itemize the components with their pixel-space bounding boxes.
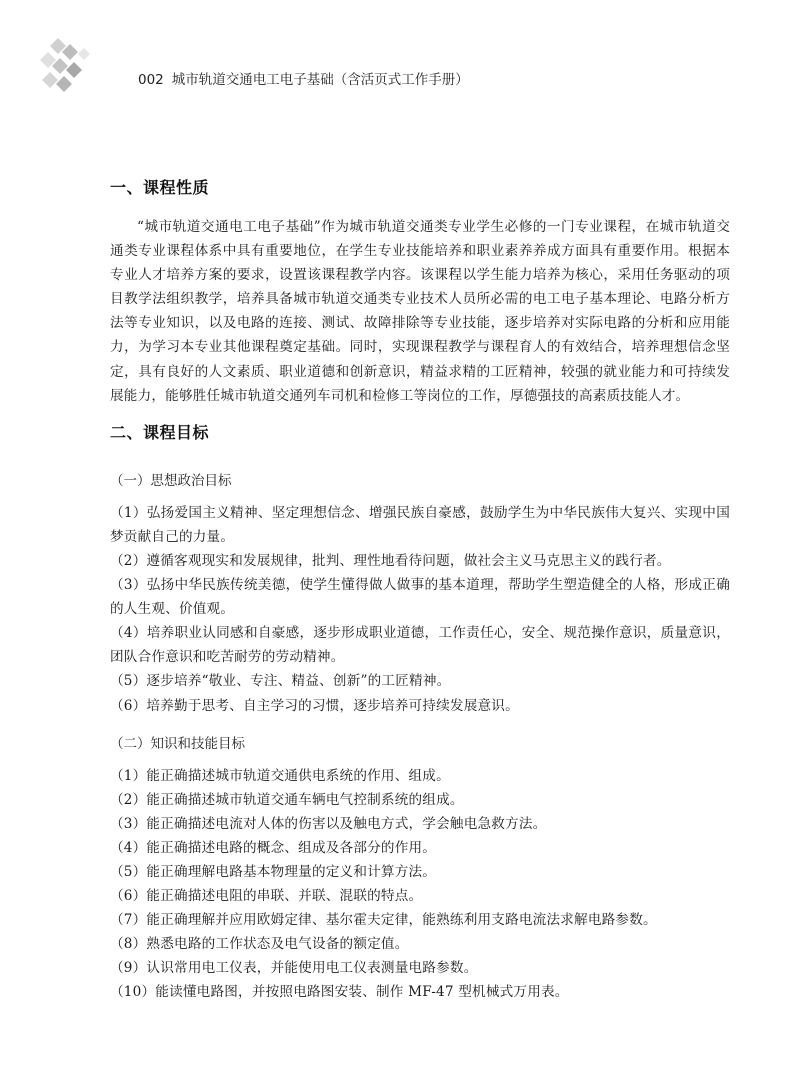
subsection-title-ideology: （一）思想政治目标 <box>110 472 232 489</box>
list-item: （6）能正确描述电阻的串联、并联、混联的特点。 <box>110 888 423 905</box>
list-item: （4）能正确描述电路的概念、组成及各部分的作用。 <box>110 839 437 856</box>
list-item: （3）弘扬中华民族传统美德，使学生懂得做人做事的基本道理，帮助学生塑造健全的人格，形成正确的人生观、价值观。 <box>110 577 730 618</box>
list-item: （8）熟悉电路的工作状态及电气设备的额定值。 <box>110 936 409 953</box>
diamond-logo-icon <box>40 34 110 94</box>
list-item: （2）能正确描述城市轨道交通车辆电气控制系统的组成。 <box>110 791 464 808</box>
list-item: （10）能读懂电路图，并按照电路图安装、制作 MF-47 型机械式万用表。 <box>110 984 569 1001</box>
list-item: （6）培养勤于思考、自主学习的习惯，逐步培养可持续发展意识。 <box>110 697 519 714</box>
page-header <box>0 30 790 90</box>
list-item: （5）逐步培养“敬业、专注、精益、创新”的工匠精神。 <box>110 673 451 690</box>
list-item: （5）能正确理解电路基本物理量的定义和计算方法。 <box>110 863 437 880</box>
header-text <box>138 68 469 88</box>
list-item: （7）能正确理解并应用欧姆定律、基尔霍夫定律，能熟练利用支路电流法求解电路参数。 <box>110 912 657 929</box>
list-item: （4）培养职业认同感和自豪感，逐步形成职业道德，工作责任心，安全、规范操作意识，质量意识，团队合作意识和吃苦耐劳的劳动精神。 <box>110 625 730 666</box>
knowledge-goals-list <box>110 764 730 1005</box>
list-item: （1）弘扬爱国主义精神、坚定理想信念、增强民族自豪感，鼓励学生为中华民族伟大复兴、实现中国梦贡献自己的力量。 <box>110 504 730 545</box>
page-content <box>110 170 730 1005</box>
book-title: 城市轨道交通电工电子基础（含活页式工作手册） <box>171 72 469 88</box>
list-item: （1）能正确描述城市轨道交通供电系统的作用、组成。 <box>110 767 450 784</box>
section-title-course-goals: 二、课程目标 <box>110 422 210 442</box>
list-item: （2）遵循客观现实和发展规律，批判、理性地看待问题，做社会主义马克思主义的践行者。 <box>110 552 671 569</box>
section-title-course-nature: 一、课程性质 <box>110 178 210 197</box>
subsection-title-knowledge: （二）知识和技能目标 <box>110 735 245 752</box>
page-number: 002 <box>138 72 164 88</box>
course-nature-paragraph: “城市轨道交通电工电子基础”作为城市轨道交通类专业学生必修的一门专业课程，在城市轨道交通类专业课程体系中具有重要地位，在学生专业技能培养和职业素养养成方面具有重要作用。根据本专业人才培养方案的要求，设置该课程教学内容。该课程以学生能力培养为核心，采用任务驱动的项目教学法组织教学，培养具备城市轨道交通类专业技术人员所必需的电工电子基本理论、电路分析方法等专业知识，以及电路的连接、测试、故障排除等专业技能，逐步培养对实际电路的分析和应用能力，为学习本专业其他课程奠定基础。同时，实现课程教学与课程育人的有效结合，培养理想信念坚定，具有良好的人文素质、职业道德和创新意识，精益求精的工匠精神，较强的就业能力和可持续发展能力，能够胜任城市轨道交通列车司机和检修工等岗位的工作，厚德强技的高素质技能人才。 <box>110 219 730 404</box>
list-item: （3）能正确描述电流对人体的伤害以及触电方式，学会触电急救方法。 <box>110 815 547 832</box>
list-item: （9）认识常用电工仪表，并能使用电工仪表测量电路参数。 <box>110 960 478 977</box>
ideology-goals-list <box>110 501 730 718</box>
